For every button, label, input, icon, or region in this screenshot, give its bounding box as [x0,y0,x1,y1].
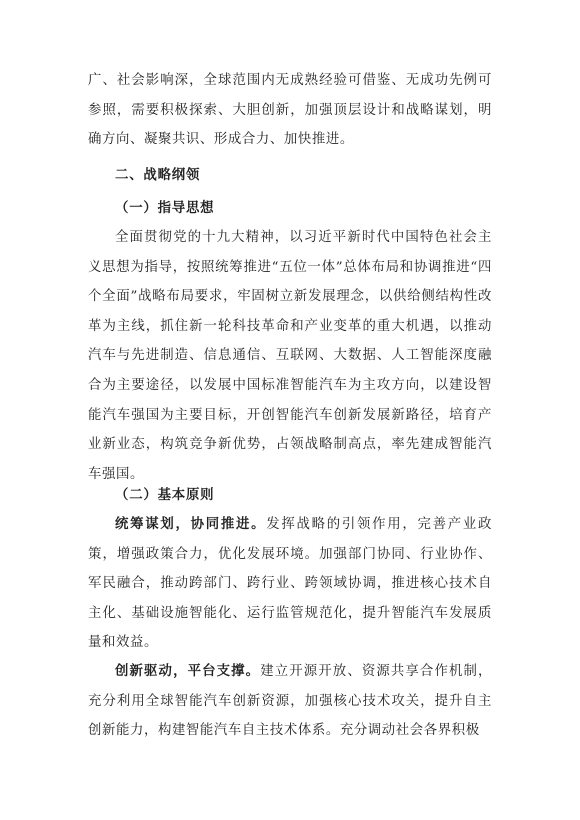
principle-2-lead: 创新驱动，平台支撑。 [115,664,261,679]
subheading-guiding-ideology: （一）指导思想 [115,201,215,216]
guiding-ideology-paragraph: 全面贯彻党的十九大精神，以习近平新时代中国特色社会主义思想为指导，按照统筹推进“五位一体”总体布局和协调推进“四个全面”战略布局要求，牢固树立新发展理念，以供给侧结构性改革为主线，抓住新一轮科技革命和产业变革的重大机遇，以推动汽车与先进制造、信息通信、互联网、大数据、人工智能深度融合为主要途径，以发展中国标准智能汽车为主攻方向，以建设智能汽车强国为主要目标，开创智能汽车创新发展新路径，培育产业新业态，构筑竞争新优势，占领战略制高点，率先建成智能汽车强国。 [88,230,492,482]
section-heading: 二、战略纲领 [115,168,201,183]
principle-paragraph-1 [88,510,492,658]
subheading-basic-principles: （二）基本原则 [115,488,215,503]
principle-1-body: 发挥战略的引领作用，完善产业政策，增强政策合力，优化发展环境。加强部门协同、行业协作、军民融合，推动跨部门、跨行业、跨领域协调，推进核心技术自主化、基础设施智能化、运行监管规范化，提升智能汽车发展质量和效益。 [88,517,493,651]
principle-paragraph-2 [88,657,492,746]
intro-paragraph: 广、社会影响深，全球范围内无成熟经验可借鉴、无成功先例可参照，需要积极探索、大胆创新，加强顶层设计和战略谋划，明确方向、凝聚共识、形成合力、加快推进。 [88,73,492,148]
principle-1-lead: 统筹谋划，协同推进。 [115,517,267,532]
principle-2-body: 建立开源开放、资源共享合作机制，充分利用全球智能汽车创新资源，加强核心技术攻关，提升自主创新能力，构建智能汽车自主技术体系。充分调动社会各界积极 [88,664,492,739]
